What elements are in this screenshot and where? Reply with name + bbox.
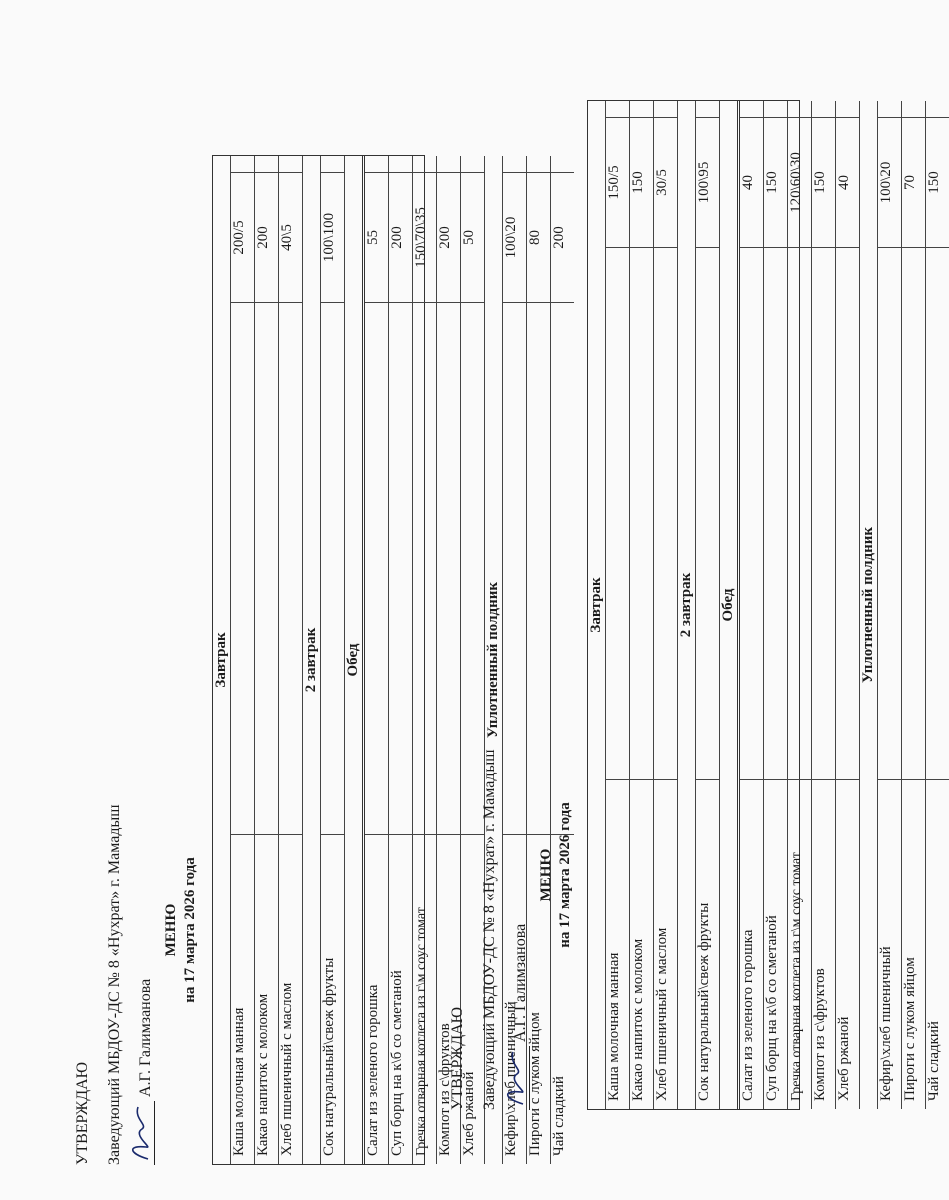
table-row <box>321 156 345 1164</box>
dish-portion: 40 <box>836 117 859 247</box>
director-line: Заведующий МБДОУ-ДС № 8 «Нухрат» г. Мамадыш <box>481 749 498 1110</box>
dish-name: Суп борщ на к\б со сметаной <box>764 779 787 1109</box>
section-title: Завтрак <box>213 632 229 688</box>
menu-title-block <box>162 695 200 1165</box>
section-row <box>720 101 740 1109</box>
dish-name: Какао напиток с молоком <box>255 834 278 1164</box>
menu-title-block <box>537 640 575 1110</box>
dish-name: Кефир\хлеб пшеничный <box>503 834 526 1164</box>
dish-name: Какао напиток с молоком <box>630 779 653 1109</box>
signature-line <box>134 979 155 1165</box>
menu-panel-right <box>445 30 942 1110</box>
dish-name: Салат из зеленого горошка <box>740 779 763 1109</box>
dish-name: Хлеб ржаной <box>461 834 484 1164</box>
dish-portion: 50 <box>461 172 484 302</box>
dish-name: Хлеб пшеничный с маслом <box>654 779 677 1109</box>
table-row <box>926 101 949 1109</box>
section-row <box>678 101 696 1109</box>
signature-line <box>509 924 530 1110</box>
dish-portion: 40 <box>740 117 763 247</box>
dish-portion: 100\20 <box>503 172 526 302</box>
head-name: А.Г. Галимзанова <box>512 923 529 1042</box>
dish-portion: 150 <box>926 117 949 247</box>
dish-name: Кефир\хлеб пшеничный <box>878 779 901 1109</box>
section-title: Завтрак <box>588 577 604 633</box>
dish-name: Салат из зеленого горошка <box>365 834 388 1164</box>
dish-portion: 150/5 <box>606 117 629 247</box>
dish-name: Гречка отварная котлета из г\м соус томат <box>788 779 811 1109</box>
menu-table <box>587 100 942 1110</box>
dish-name: Пироги с луком яйцом <box>527 834 550 1164</box>
menu-date: на 17 марта 2026 года <box>557 802 573 948</box>
section-row <box>345 156 365 1164</box>
table-row <box>413 156 437 1164</box>
section-row <box>213 156 231 1164</box>
dish-portion: 100\100 <box>321 172 344 302</box>
menu-header <box>70 85 205 1165</box>
dish-portion: 30/5 <box>654 117 677 247</box>
menu-header <box>445 30 580 1110</box>
table-row <box>365 156 389 1164</box>
menu-panel-left <box>70 85 567 1165</box>
table-row <box>606 101 630 1109</box>
dish-portion: 120\60\30 <box>788 117 811 247</box>
section-title: Обед <box>720 588 736 622</box>
signature-icon <box>134 1101 155 1165</box>
table-row <box>231 156 255 1164</box>
dish-name: Чай сладкий <box>926 779 949 1109</box>
dish-portion: 80 <box>527 172 550 302</box>
dish-name: Гречка отварная котлета из г\м соус томат <box>413 834 436 1164</box>
table-row <box>836 101 860 1109</box>
table-row <box>630 101 654 1109</box>
section-row <box>588 101 606 1109</box>
dish-name: Каша молочная манная <box>231 834 254 1164</box>
dish-portion: 70 <box>902 117 925 247</box>
table-row <box>255 156 279 1164</box>
dish-name: Компот из с\фруктов <box>437 834 460 1164</box>
menu-title: МЕНЮ <box>163 903 179 957</box>
dish-portion: 55 <box>365 172 388 302</box>
section-title: Уплотненный полдник <box>860 526 876 684</box>
table-row <box>696 101 720 1109</box>
dish-portion: 40\5 <box>279 172 302 302</box>
section-title: Обед <box>345 643 361 677</box>
section-title: 2 завтрак <box>303 627 319 693</box>
table-row <box>389 156 413 1164</box>
dish-name: Сок натуральный\свеж фрукты <box>321 834 344 1164</box>
section-row <box>303 156 321 1164</box>
table-row <box>788 101 812 1109</box>
dish-portion: 200 <box>551 172 574 302</box>
menu-date: на 17 марта 2026 года <box>182 857 198 1003</box>
dish-portion: 150\70\35 <box>413 172 436 302</box>
dish-name: Каша молочная манная <box>606 779 629 1109</box>
table-row <box>902 101 926 1109</box>
approve-label: УТВЕРЖДАЮ <box>74 1061 91 1165</box>
dish-name: Суп борщ на к\б со сметаной <box>389 834 412 1164</box>
table-row <box>279 156 303 1164</box>
section-title: Уплотненный полдник <box>485 581 501 739</box>
dish-name: Сок натуральный\свеж фрукты <box>696 779 719 1109</box>
dish-name: Хлеб пшеничный с маслом <box>279 834 302 1164</box>
menu-title: МЕНЮ <box>538 848 554 902</box>
dish-portion: 150 <box>764 117 787 247</box>
dish-portion: 150 <box>630 117 653 247</box>
section-row <box>860 101 878 1109</box>
dish-name: Хлеб ржаной <box>836 779 859 1109</box>
dish-portion: 100\20 <box>878 117 901 247</box>
dish-name: Чай сладкий <box>551 834 574 1164</box>
dish-portion: 100\95 <box>696 117 719 247</box>
table-row <box>740 101 764 1109</box>
signature-icon <box>509 1046 530 1110</box>
dish-portion: 150 <box>812 117 835 247</box>
dish-name: Компот из с\фруктов <box>812 779 835 1109</box>
dish-portion: 200 <box>255 172 278 302</box>
table-row <box>878 101 902 1109</box>
dish-portion: 200/5 <box>231 172 254 302</box>
dish-portion: 200 <box>389 172 412 302</box>
table-row <box>764 101 788 1109</box>
table-row <box>812 101 836 1109</box>
director-line: Заведующий МБДОУ-ДС № 8 «Нухрат» г. Мамадыш <box>106 804 123 1165</box>
section-title: 2 завтрак <box>678 572 694 638</box>
dish-portion: 200 <box>437 172 460 302</box>
approve-label: УТВЕРЖДАЮ <box>449 1006 466 1110</box>
table-row <box>654 101 678 1109</box>
dish-name: Пироги с луком яйцом <box>902 779 925 1109</box>
head-name: А.Г. Галимзанова <box>137 978 154 1097</box>
